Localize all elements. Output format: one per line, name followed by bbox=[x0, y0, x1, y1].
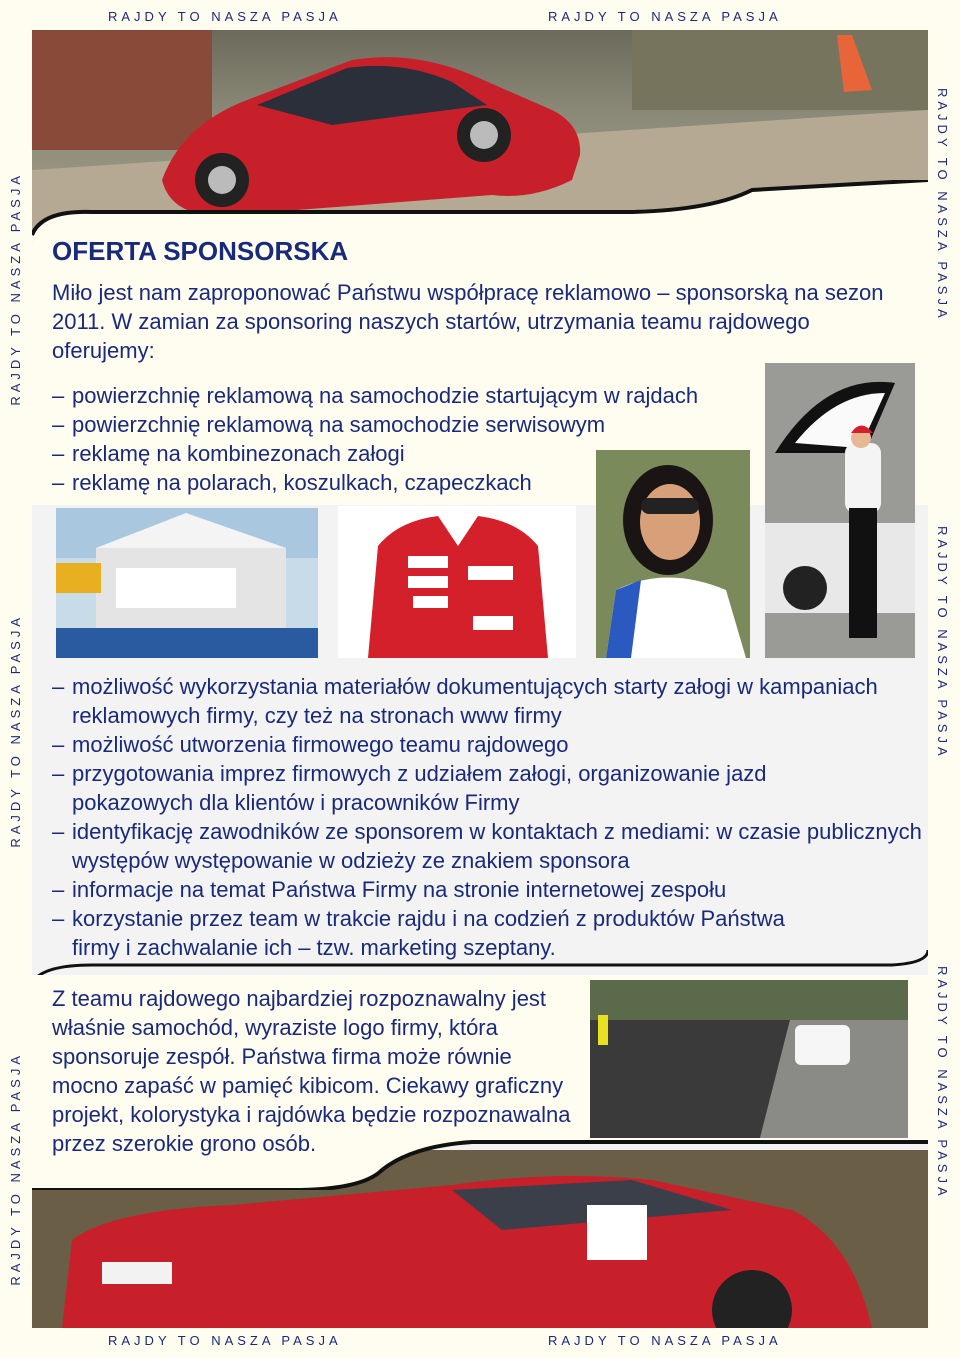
patch-4 bbox=[468, 566, 513, 580]
page-title: OFERTA SPONSORSKA bbox=[52, 236, 349, 266]
closing-paragraph: Z teamu rajdowego najbardziej rozpoznawalny jest właśnie samochód, wyraziste logo firmy, która sponsoruje zespół. Państwa firma może równie mocno zapaść w pamięć kibicom. Ciekawy graficzny projekt, kolorystyka i rajdówka będzie rozpoznawalna przez szerokie grono osób. bbox=[52, 986, 571, 1156]
offer-item-text: powierzchnię reklamową na samochodzie serwisowym bbox=[72, 412, 606, 437]
white-rally-car bbox=[795, 1025, 850, 1065]
face bbox=[640, 484, 700, 560]
car-rim-front bbox=[470, 121, 498, 149]
trees-background bbox=[632, 30, 928, 110]
photo-rally-crowd bbox=[590, 980, 908, 1138]
offer-item: – powierzchnię reklamową na samochodzie startującym w rajdach bbox=[52, 383, 699, 408]
start-number-plate bbox=[587, 1205, 647, 1260]
edge-label-top-left: RAJDY TO NASZA PASJA bbox=[108, 9, 342, 24]
edge-label-left-1: RAJDY TO NASZA PASJA bbox=[8, 172, 23, 406]
photo-service-tent bbox=[56, 508, 318, 658]
girl-trousers bbox=[849, 508, 877, 638]
trees bbox=[590, 980, 908, 1020]
offer-item: – korzystanie przez team w trakcie rajdu i na codzień z produktów Państwa firmy i zachwalanie ich – tzw. marketing szeptany. bbox=[52, 906, 785, 960]
edge-label-right-1: RAJDY TO NASZA PASJA bbox=[935, 88, 950, 322]
offer-item-text: reklamę na kombinezonach załogi bbox=[72, 441, 405, 466]
patch-2 bbox=[408, 576, 448, 588]
service-tent-graphic bbox=[56, 508, 318, 658]
offer-item: – reklamę na kombinezonach załogi bbox=[52, 441, 405, 466]
racing-suit-graphic bbox=[338, 506, 576, 658]
offer-item: – identyfikację zawodników ze sponsorem w kontaktach z mediami: w czasie publicznych występów występowanie w odzieży ze znakiem sponsora bbox=[52, 819, 922, 873]
offer-item-text: przygotowania imprez firmowych z udziałem załogi, organizowanie jazd pokazowych dla klientów i pracowników Firmy bbox=[72, 761, 767, 815]
brick-wall bbox=[32, 30, 212, 150]
photo-racing-suit bbox=[338, 506, 576, 658]
marshal-vest bbox=[598, 1015, 608, 1045]
offer-item-text: korzystanie przez team w trakcie rajdu i na codzień z produktów Państwa firmy i zachwalanie ich – tzw. marketing szeptany. bbox=[72, 906, 785, 960]
offer-item-text: możliwość wykorzystania materiałów dokumentujących starty załogi w kampaniach reklamowych firmy, czy też na stronach www firmy bbox=[72, 674, 878, 728]
patch-3 bbox=[413, 596, 448, 608]
edge-label-right-2: RAJDY TO NASZA PASJA bbox=[935, 526, 950, 760]
licence-plate bbox=[102, 1262, 172, 1284]
offer-item: – przygotowania imprez firmowych z udziałem załogi, organizowanie jazd pokazowych dla klientów i pracowników Firmy bbox=[52, 761, 767, 815]
edge-label-left-2: RAJDY TO NASZA PASJA bbox=[8, 614, 23, 848]
truck-yellow bbox=[56, 563, 101, 593]
offer-item: – reklamę na polarach, koszulkach, czapeczkach bbox=[52, 470, 532, 495]
photo-umbrella-girl bbox=[765, 363, 915, 658]
offer-item-text: powierzchnię reklamową na samochodzie startującym w rajdach bbox=[72, 383, 699, 408]
offer-item: – możliwość utworzenia firmowego teamu rajdowego bbox=[52, 732, 569, 757]
offer-item-text: identyfikację zawodników ze sponsorem w kontaktach z mediami: w czasie publicznych występów występowanie w odzieży ze znakiem sponsora bbox=[72, 819, 922, 873]
offers-list-b bbox=[52, 672, 922, 962]
banner-blue bbox=[56, 628, 318, 658]
patch-1 bbox=[408, 556, 448, 568]
offer-item-text: informacje na temat Państwa Firmy na stronie internetowej zespołu bbox=[72, 877, 727, 902]
offer-item: – powierzchnię reklamową na samochodzie serwisowym bbox=[52, 412, 606, 437]
offer-item: – możliwość wykorzystania materiałów dokumentujących starty załogi w kampaniach reklamowych firmy, czy też na stronach www firmy bbox=[52, 674, 878, 728]
panel-curve-top bbox=[32, 180, 928, 240]
edge-label-left-3: RAJDY TO NASZA PASJA bbox=[8, 1052, 23, 1286]
edge-label-top-right: RAJDY TO NASZA PASJA bbox=[548, 9, 782, 24]
offer-item-text: reklamę na polarach, koszulkach, czapeczkach bbox=[72, 470, 532, 495]
sunglasses bbox=[641, 498, 699, 514]
car-wheel bbox=[783, 566, 827, 610]
offer-item-text: możliwość utworzenia firmowego teamu rajdowego bbox=[72, 732, 569, 757]
service-van bbox=[116, 568, 236, 608]
spectators bbox=[590, 1020, 790, 1138]
edge-label-right-3: RAJDY TO NASZA PASJA bbox=[935, 966, 950, 1200]
patch-5 bbox=[473, 616, 513, 630]
edge-label-bottom-left: RAJDY TO NASZA PASJA bbox=[108, 1333, 342, 1348]
edge-label-bottom-right: RAJDY TO NASZA PASJA bbox=[548, 1333, 782, 1348]
umbrella-girl-graphic bbox=[765, 363, 915, 658]
team-woman-graphic bbox=[596, 450, 750, 658]
photo-team-woman bbox=[596, 450, 750, 658]
girl-top bbox=[845, 443, 881, 513]
rally-crowd-graphic bbox=[590, 980, 908, 1138]
intro-paragraph: Miło jest nam zaproponować Państwu współpracę reklamowo – sponsorską na sezon 2011. W zamian za sponsoring naszych startów, utrzymania teamu rajdowego oferujemy: bbox=[52, 280, 884, 363]
offer-item: – informacje na temat Państwa Firmy na stronie internetowej zespołu bbox=[52, 877, 727, 902]
